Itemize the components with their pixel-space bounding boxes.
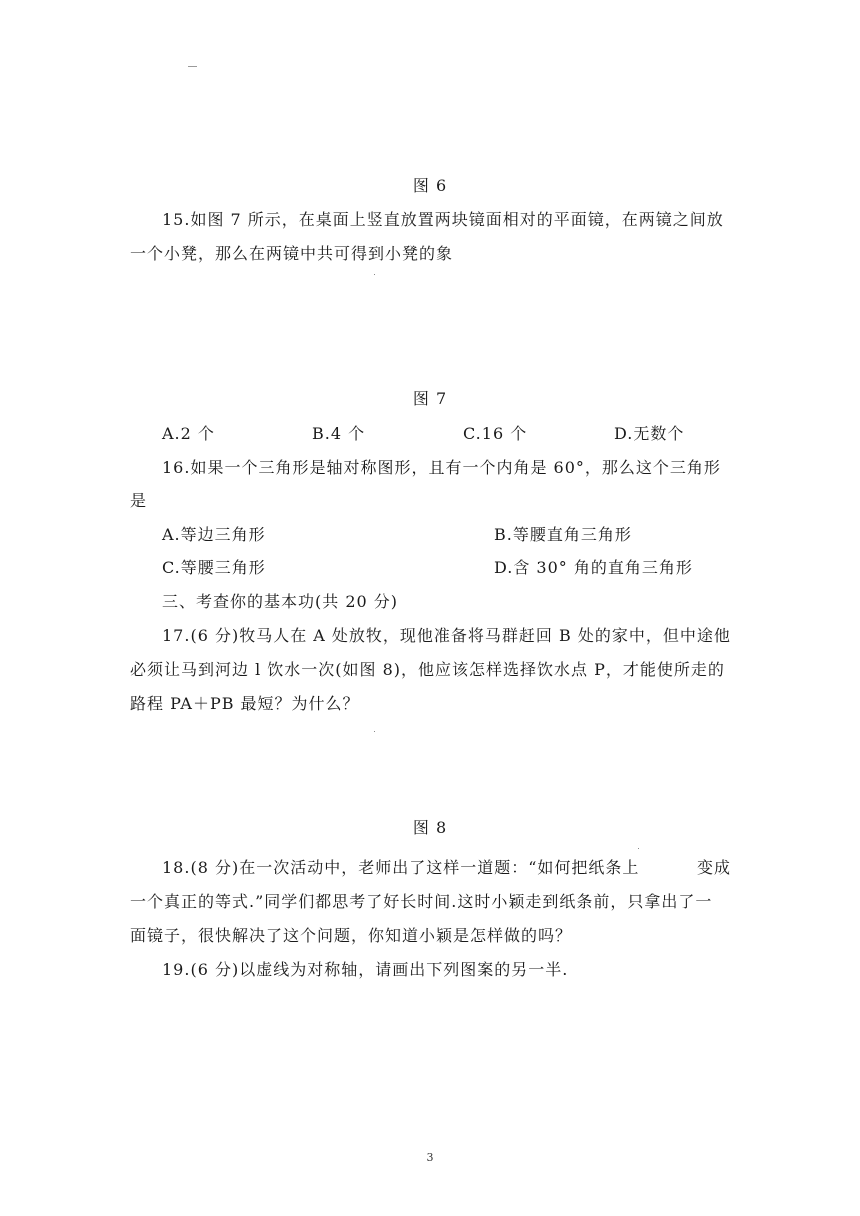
q16-option-a: A.等边三角形 [162,525,266,544]
q15-option-a: A.2 个 [162,424,215,443]
q17-line-3: 路程 PA＋PB 最短？为什么？ [130,694,360,713]
figure-8-caption: 图 8 [412,818,448,837]
q16-option-b: B.等腰直角三角形 [494,525,632,544]
q19-line-1: 19.(6 分)以虚线为对称轴，请画出下列图案的另一半. [162,960,569,979]
q17-line-2: 必须让马到河边 l 饮水一次(如图 8)，他应该怎样选择饮水点 P，才能使所走的 [130,660,725,679]
q18-line-2: 一个真正的等式.”同学们都思考了好长时间.这时小颖走到纸条前，只拿出了一 [130,892,713,911]
q15-option-c: C.16 个 [463,424,528,443]
q16-line-2: 是 [130,491,148,510]
q17-line-1: 17.(6 分)牧马人在 A 处放牧，现他准备将马群赶回 B 处的家中，但中途他 [162,626,731,645]
q16-line-1: 16.如果一个三角形是轴对称图形，且有一个内角是 60°，那么这个三角形 [162,458,721,477]
q18-line-1-start: 18.(8 分)在一次活动中，老师出了这样一道题：“如何把纸条上 [162,858,640,877]
q15-line-2: 一个小凳，那么在两镜中共可得到小凳的象 [130,244,454,263]
q15-line-1: 15.如图 7 所示，在桌面上竖直放置两块镜面相对的平面镜，在两镜之间放 [162,210,724,229]
page-number: 3 [426,1151,434,1164]
stray-dot [374,274,375,275]
q15-option-d: D.无数个 [614,424,685,443]
stray-dot [374,731,375,732]
stray-dot [638,848,639,849]
top-stray-mark [188,66,197,67]
figure-7-caption: 图 7 [412,389,448,408]
q16-option-c: C.等腰三角形 [162,558,266,577]
figure-6-caption: 图 6 [412,176,448,195]
q18-line-3: 面镜子，很快解决了这个问题，你知道小颖是怎样做的吗？ [130,926,573,945]
section-3-heading: 三、考查你的基本功(共 20 分) [162,592,399,611]
q16-option-d: D.含 30° 角的直角三角形 [494,558,693,577]
q18-line-1-end: 变成 [697,858,732,877]
q15-option-b: B.4 个 [312,424,366,443]
